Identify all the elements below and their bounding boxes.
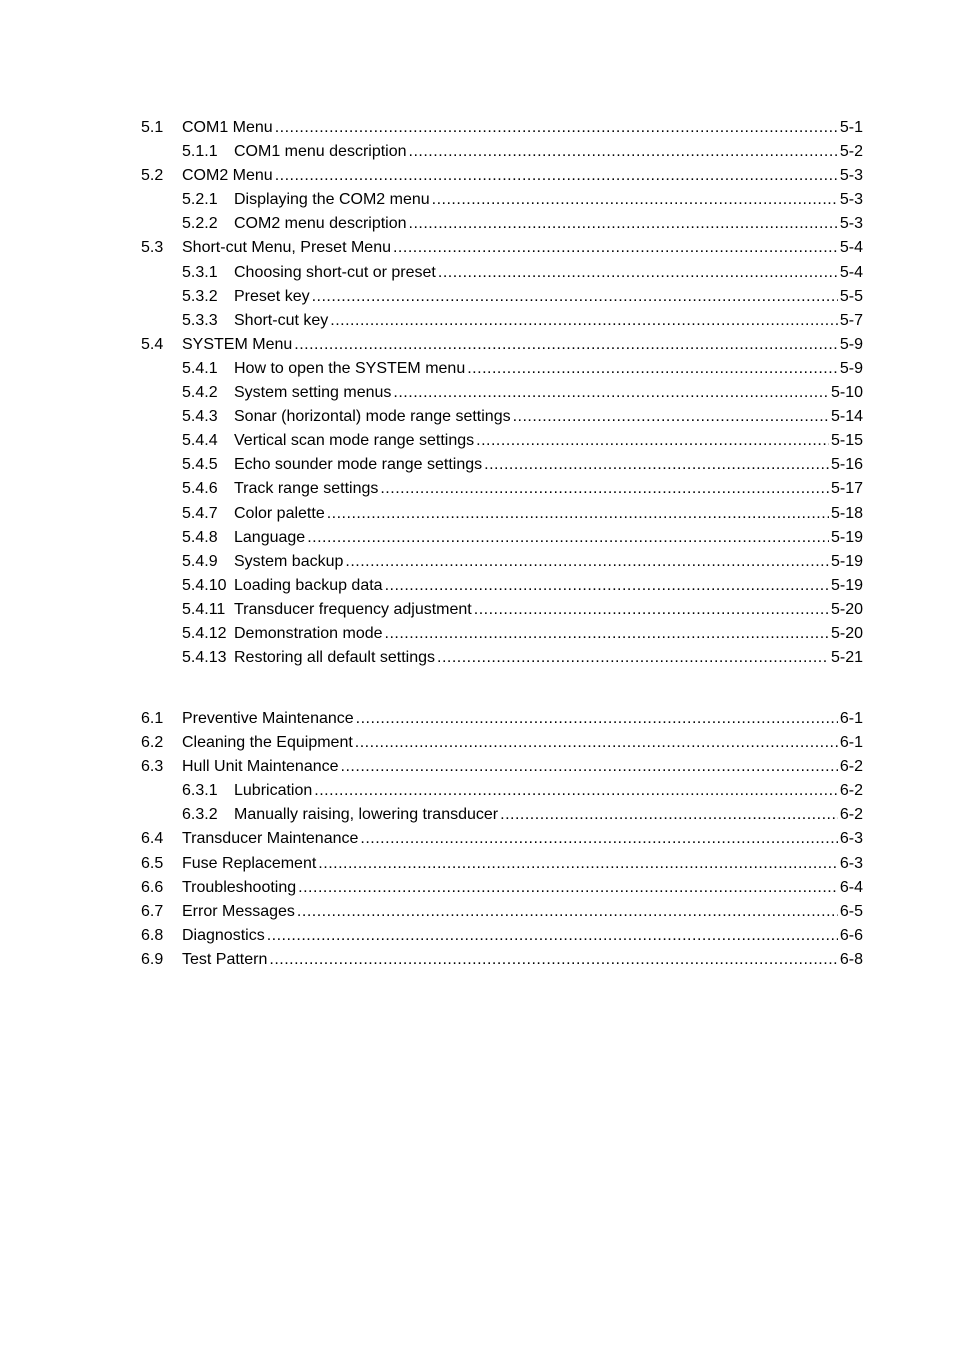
toc-entry-title: Preset key bbox=[234, 287, 310, 305]
toc-entry-number: 6.1 bbox=[141, 710, 164, 727]
toc-entry-number: 6.4 bbox=[141, 830, 164, 848]
toc-entry-page: 5-10 bbox=[830, 384, 863, 402]
toc-entry-page: 6-2 bbox=[839, 806, 863, 824]
toc-entry-page: 5-3 bbox=[839, 215, 863, 233]
toc-entry-title: How to open the SYSTEM menu bbox=[234, 359, 466, 377]
toc-entry-number: 6.3.2 bbox=[182, 806, 218, 824]
toc-entry-title: Choosing short-cut or preset bbox=[234, 263, 436, 281]
toc-entry-number: 5.3 bbox=[141, 239, 164, 257]
toc-entry-page: 5-5 bbox=[839, 287, 863, 305]
toc-entry-title: Lubrication bbox=[234, 782, 313, 800]
toc-entry-title: Short-cut Menu, Preset Menu bbox=[182, 239, 391, 257]
toc-entry-number: 5.2.1 bbox=[182, 191, 218, 209]
toc-entry-number: 5.3.2 bbox=[182, 287, 218, 305]
toc-entry-number: 5.4.10 bbox=[182, 576, 227, 594]
dot-leader bbox=[267, 924, 838, 948]
toc-entry-page: 6-2 bbox=[839, 782, 863, 800]
toc-entry[interactable] bbox=[141, 477, 863, 501]
toc-entry-number: 5.4 bbox=[141, 335, 164, 353]
toc-entry-title: Diagnostics bbox=[182, 926, 265, 944]
toc-entry-title: COM2 Menu bbox=[182, 167, 273, 185]
toc-entry-title: Track range settings bbox=[234, 480, 379, 498]
toc-entry-page: 5-14 bbox=[830, 408, 863, 426]
toc-entry-page: 5-1 bbox=[839, 119, 863, 136]
toc-entry-title: Restoring all default settings bbox=[234, 649, 435, 667]
toc-entry-number: 6.6 bbox=[141, 878, 164, 896]
toc-entry-title: COM1 Menu bbox=[182, 119, 273, 136]
dot-leader bbox=[380, 477, 829, 501]
toc-entry[interactable] bbox=[141, 827, 863, 851]
toc-entry[interactable] bbox=[141, 779, 863, 803]
toc-entry-title: Echo sounder mode range settings bbox=[234, 456, 483, 474]
dot-leader bbox=[393, 381, 829, 405]
toc-entry[interactable] bbox=[141, 116, 863, 140]
toc-entry[interactable] bbox=[141, 164, 863, 188]
toc-entry-page: 5-9 bbox=[839, 335, 863, 353]
toc-entry-page: 5-17 bbox=[830, 480, 863, 498]
toc-entry-number: 5.4.9 bbox=[182, 552, 218, 570]
toc-entry[interactable] bbox=[141, 574, 863, 598]
toc-entry[interactable] bbox=[141, 876, 863, 900]
toc-entry-title: Fuse Replacement bbox=[182, 854, 317, 872]
toc-entry-title: Transducer frequency adjustment bbox=[234, 600, 472, 618]
toc-entry-page: 6-1 bbox=[839, 710, 863, 727]
toc-entry-page: 6-1 bbox=[839, 734, 863, 752]
dot-leader bbox=[513, 405, 829, 429]
toc-entry-title: COM2 menu description bbox=[234, 215, 407, 233]
toc-entry[interactable] bbox=[141, 429, 863, 453]
toc-entry-title: Vertical scan mode range settings bbox=[234, 432, 475, 450]
toc-entry-page: 5-19 bbox=[830, 552, 863, 570]
dot-leader bbox=[500, 803, 838, 827]
toc-entry-page: 6-6 bbox=[839, 926, 863, 944]
toc-entry-title: Color palette bbox=[234, 504, 325, 522]
toc-entry-title: Transducer Maintenance bbox=[182, 830, 359, 848]
dot-leader bbox=[393, 236, 838, 260]
toc-entry-number: 6.2 bbox=[141, 734, 164, 752]
dot-leader bbox=[345, 550, 829, 574]
toc-entry-number: 5.4.2 bbox=[182, 384, 218, 402]
toc-entry-page: 6-8 bbox=[839, 950, 863, 968]
toc-entry[interactable] bbox=[141, 755, 863, 779]
toc-entry[interactable] bbox=[141, 405, 863, 429]
toc-entry[interactable] bbox=[141, 900, 863, 924]
toc-entry-page: 5-20 bbox=[830, 600, 863, 618]
toc-entry-page: 5-19 bbox=[830, 528, 863, 546]
toc-entry-title: Troubleshooting bbox=[182, 878, 297, 896]
toc-entry-number: 5.4.1 bbox=[182, 359, 218, 377]
toc-entry-title: Displaying the COM2 menu bbox=[234, 191, 430, 209]
toc-entry-number: 6.7 bbox=[141, 902, 164, 920]
toc-entry[interactable] bbox=[141, 924, 863, 948]
toc-entry[interactable] bbox=[141, 646, 863, 670]
toc-entry[interactable] bbox=[141, 357, 863, 381]
toc-entry-page: 6-4 bbox=[839, 878, 863, 896]
toc-entry[interactable] bbox=[141, 333, 863, 357]
dot-leader bbox=[330, 309, 838, 333]
dot-leader bbox=[297, 900, 838, 924]
toc-entry-number: 5.1 bbox=[141, 119, 164, 136]
dot-leader bbox=[298, 876, 838, 900]
toc-entry-page: 5-18 bbox=[830, 504, 863, 522]
toc-entry[interactable] bbox=[141, 188, 863, 212]
dot-leader bbox=[476, 429, 829, 453]
toc-entry-number: 5.1.1 bbox=[182, 143, 218, 161]
dot-leader bbox=[318, 852, 838, 876]
dot-leader bbox=[314, 779, 838, 803]
toc-entry-number: 5.4.11 bbox=[182, 600, 226, 618]
dot-leader bbox=[355, 731, 838, 755]
toc-entry-title: System setting menus bbox=[234, 384, 392, 402]
toc-entry-number: 5.2.2 bbox=[182, 215, 218, 233]
toc-entry-page: 5-4 bbox=[839, 239, 863, 257]
toc-entry[interactable] bbox=[141, 309, 863, 333]
toc-entry-number: 5.4.3 bbox=[182, 408, 218, 426]
dot-leader bbox=[432, 188, 838, 212]
toc-entry[interactable] bbox=[141, 803, 863, 827]
dot-leader bbox=[275, 116, 838, 140]
toc-entry-title: System backup bbox=[234, 552, 344, 570]
dot-leader bbox=[467, 357, 838, 381]
toc-entry-page: 5-21 bbox=[830, 649, 863, 667]
toc-entry-number: 6.9 bbox=[141, 950, 164, 968]
toc-entry[interactable] bbox=[141, 453, 863, 477]
dot-leader bbox=[474, 598, 829, 622]
toc-entry-page: 5-4 bbox=[839, 263, 863, 281]
toc-entry-title: Loading backup data bbox=[234, 576, 383, 594]
toc-entry[interactable] bbox=[141, 285, 863, 309]
toc-entry-number: 5.2 bbox=[141, 167, 164, 185]
toc-entry-page: 6-3 bbox=[839, 854, 863, 872]
toc-entry[interactable] bbox=[141, 261, 863, 285]
toc-entry-page: 6-5 bbox=[839, 902, 863, 920]
toc-entry[interactable] bbox=[141, 948, 863, 972]
toc-entry-title: Language bbox=[234, 528, 306, 546]
dot-leader bbox=[437, 646, 829, 670]
toc-entry-title: Test Pattern bbox=[182, 950, 268, 968]
toc-entry-number: 6.3.1 bbox=[182, 782, 218, 800]
dot-leader bbox=[275, 164, 838, 188]
toc-section-5 bbox=[141, 116, 863, 670]
toc-entry-title: Sonar (horizontal) mode range settings bbox=[234, 408, 511, 426]
dot-leader bbox=[294, 333, 838, 357]
toc-entry[interactable] bbox=[141, 550, 863, 574]
toc-entry-title: Short-cut key bbox=[234, 311, 329, 329]
dot-leader bbox=[484, 453, 829, 477]
dot-leader bbox=[409, 212, 838, 236]
toc-section-6 bbox=[141, 707, 863, 972]
dot-leader bbox=[269, 948, 838, 972]
dot-leader bbox=[307, 526, 829, 550]
dot-leader bbox=[360, 827, 837, 851]
dot-leader bbox=[385, 574, 829, 598]
toc-entry-page: 5-3 bbox=[839, 167, 863, 185]
toc-entry-title: SYSTEM Menu bbox=[182, 335, 293, 353]
toc-entry[interactable] bbox=[141, 731, 863, 755]
toc-entry-number: 5.3.1 bbox=[182, 263, 218, 281]
dot-leader bbox=[341, 755, 838, 779]
toc-entry[interactable] bbox=[141, 140, 863, 164]
toc-entry-page: 5-9 bbox=[839, 359, 863, 377]
toc-entry-number: 5.4.13 bbox=[182, 649, 227, 667]
toc-entry-number: 6.3 bbox=[141, 758, 164, 776]
dot-leader bbox=[327, 502, 829, 526]
toc-entry[interactable] bbox=[141, 852, 863, 876]
toc-entry-number: 5.4.6 bbox=[182, 480, 218, 498]
toc-entry-title: COM1 menu description bbox=[234, 143, 407, 161]
toc-entry[interactable] bbox=[141, 526, 863, 550]
toc-entry-page: 5-7 bbox=[839, 311, 863, 329]
toc-entry-page: 6-2 bbox=[839, 758, 863, 776]
toc-entry-number: 5.4.4 bbox=[182, 432, 218, 450]
toc-entry[interactable] bbox=[141, 236, 863, 260]
toc-entry-title: Hull Unit Maintenance bbox=[182, 758, 339, 776]
toc-entry-page: 5-15 bbox=[830, 432, 863, 450]
toc-entry-title: Cleaning the Equipment bbox=[182, 734, 353, 752]
toc-entry-title: Error Messages bbox=[182, 902, 295, 920]
toc-entry[interactable] bbox=[141, 212, 863, 236]
dot-leader bbox=[312, 285, 838, 309]
toc-entry-page: 5-3 bbox=[839, 191, 863, 209]
toc-entry-page: 5-2 bbox=[839, 143, 863, 161]
toc-entry[interactable] bbox=[141, 622, 863, 646]
toc-entry-number: 6.5 bbox=[141, 854, 164, 872]
toc-entry-page: 5-16 bbox=[830, 456, 863, 474]
toc-entry-page: 5-19 bbox=[830, 576, 863, 594]
toc-entry-page: 6-3 bbox=[839, 830, 863, 848]
toc-entry[interactable] bbox=[141, 707, 863, 731]
toc-entry[interactable] bbox=[141, 598, 863, 622]
toc-entry[interactable] bbox=[141, 502, 863, 526]
dot-leader bbox=[356, 707, 838, 731]
toc-entry-title: Preventive Maintenance bbox=[182, 710, 354, 727]
toc-entry-number: 6.8 bbox=[141, 926, 164, 944]
toc-entry[interactable] bbox=[141, 381, 863, 405]
toc-entry-page: 5-20 bbox=[830, 624, 863, 642]
dot-leader bbox=[409, 140, 838, 164]
toc-entry-number: 5.4.5 bbox=[182, 456, 218, 474]
dot-leader bbox=[385, 622, 829, 646]
toc-entry-title: Manually raising, lowering transducer bbox=[234, 806, 499, 824]
toc-entry-number: 5.4.7 bbox=[182, 504, 218, 522]
toc-entry-title: Demonstration mode bbox=[234, 624, 383, 642]
toc-entry-number: 5.3.3 bbox=[182, 311, 218, 329]
toc-entry-number: 5.4.12 bbox=[182, 624, 227, 642]
toc-entry-number: 5.4.8 bbox=[182, 528, 218, 546]
dot-leader bbox=[438, 261, 838, 285]
